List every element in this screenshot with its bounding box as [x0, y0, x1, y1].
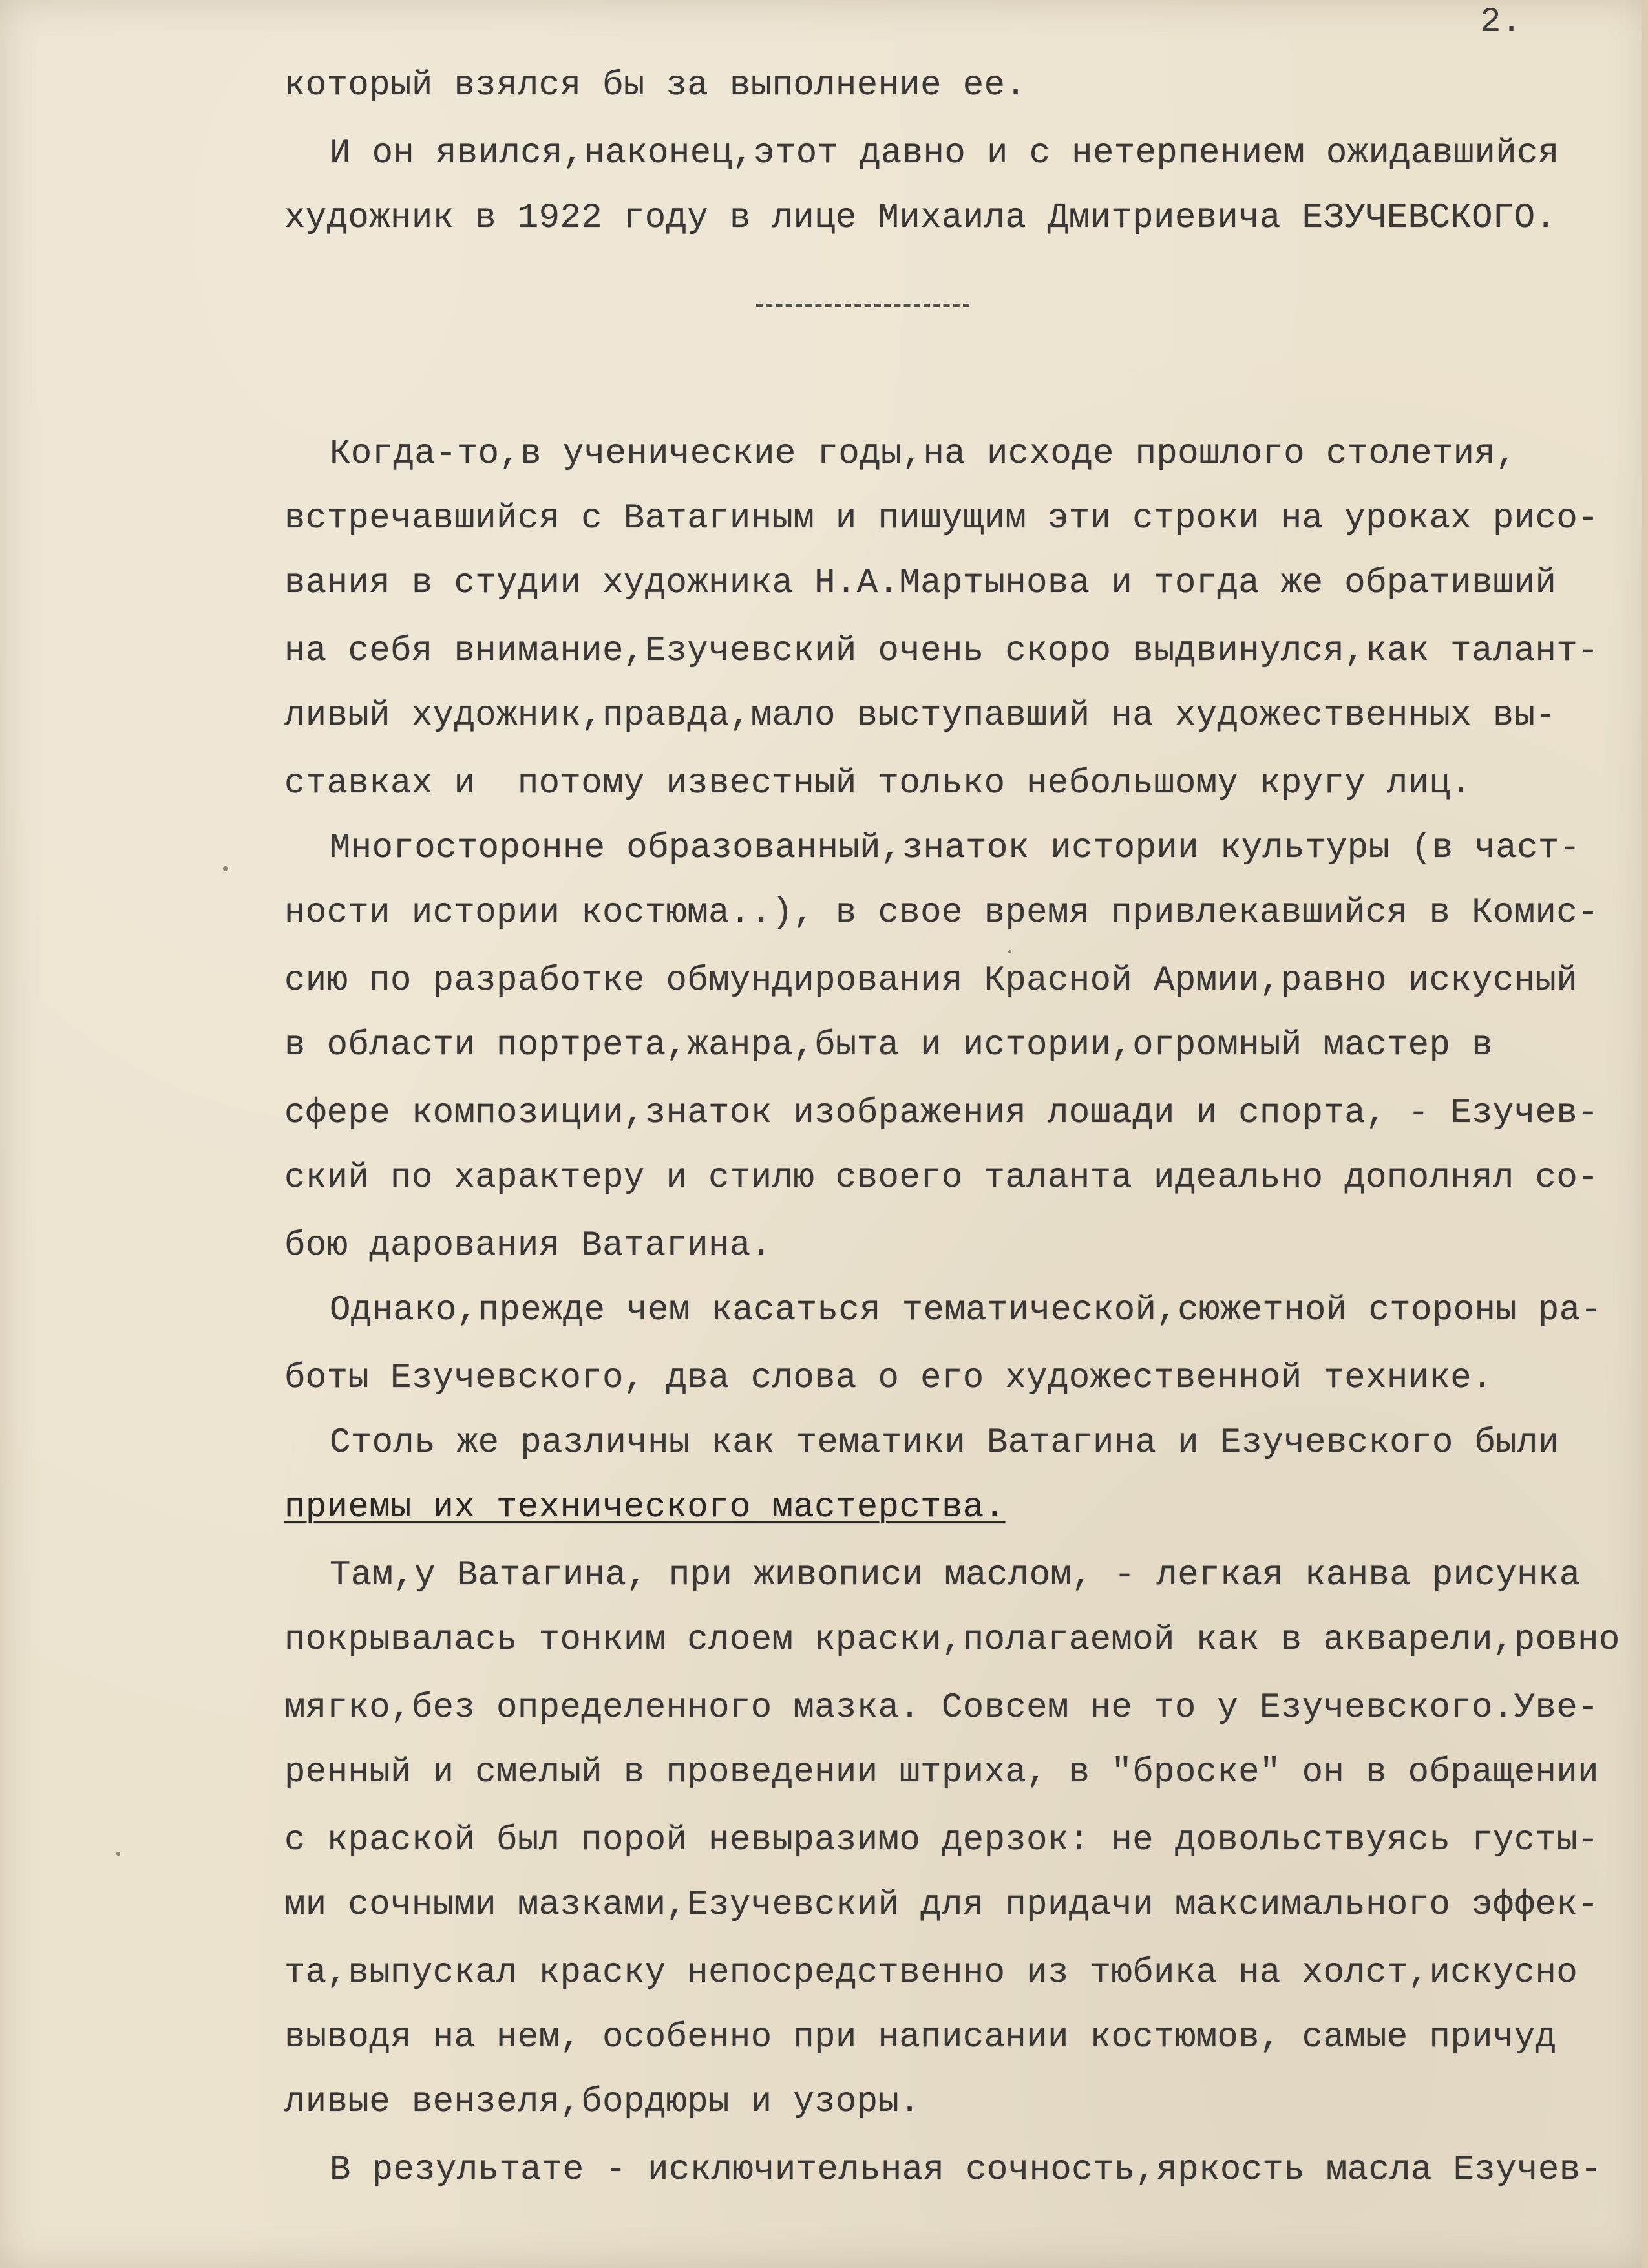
text-line: художник в 1922 году в лице Михаила Дмитриевича ЕЗУЧЕВСКОГО. [284, 198, 1557, 238]
text-line: вания в студии художника Н.А.Мартынова и тогда же обративший [284, 564, 1557, 603]
text-line: встречавшийся с Ватагиным и пишущим эти строки на уроках рисо- [284, 499, 1599, 538]
text-line: та,выпускал краску непосредственно из тюбика на холст,искусно [284, 1953, 1578, 1993]
page-number: 2. [1480, 3, 1522, 42]
text-line: сфере композиции,знаток изображения лошади и спорта, - Езучев- [284, 1094, 1599, 1133]
underlined-text-line: приемы их технического мастерства. [284, 1488, 1006, 1527]
text-line: Однако,прежде чем касаться тематической,сюжетной стороны ра- [330, 1291, 1602, 1330]
text-line: ский по характеру и стилю своего таланта идеально дополнял со- [284, 1158, 1599, 1198]
text-line: в области портрета,жанра,быта и истории,огромный мастер в [284, 1026, 1493, 1065]
text-line: ности истории костюма..), в свое время привлекавшийся в Комис- [284, 893, 1599, 933]
paper-speck [116, 1852, 120, 1856]
text-line: ми сочными мазками,Езучевский для придачи максимального эффек- [284, 1885, 1599, 1925]
paper-speck [223, 866, 228, 871]
text-line: ливые вензеля,бордюры и узоры. [284, 2083, 921, 2122]
text-line: В результате - исключительная сочность,яркость масла Езучев- [330, 2150, 1602, 2190]
text-line: бою дарования Ватагина. [284, 1226, 772, 1266]
text-line: сию по разработке обмундирования Красной Армии,равно искусный [284, 961, 1578, 1001]
text-line: Многосторонне образованный,знаток истории культуры (в част- [330, 829, 1581, 868]
text-line: Там,у Ватагина, при живописи маслом, - легкая канва рисунка [330, 1556, 1581, 1595]
text-line: выводя на нем, особенно при написании костюмов, самые причуд [284, 2018, 1557, 2057]
text-line: боты Езучевского, два слова о его художественной технике. [284, 1359, 1493, 1398]
text-line: ливый художник,правда,мало выступавший на художественных вы- [284, 696, 1557, 736]
page-edge [1642, 0, 1648, 2268]
text-line: который взялся бы за выполнение ее. [284, 66, 1027, 105]
text-line: мягко,без определенного мазка. Совсем не то у Езучевского.Уве- [284, 1688, 1599, 1728]
text-line: ренный и смелый в проведении штриха, в "броске" он в обращении [284, 1753, 1599, 1792]
text-line: И он явился,наконец,этот давно и с нетерпением ожидавшийся [330, 134, 1559, 173]
text-line: на себя внимание,Езучевский очень скоро выдвинулся,как талант- [284, 631, 1599, 671]
text-line: покрывалась тонким слоем краски,полагаемой как в акварели,ровно [284, 1620, 1620, 1660]
text-line: Столь же различны как тематики Ватагина и Езучевского были [330, 1423, 1559, 1463]
text-line: ставках и потому известный только небольшому кругу лиц. [284, 764, 1472, 803]
section-separator [756, 304, 969, 307]
paper-speck [1008, 950, 1011, 953]
text-line: с краской был порой невыразимо дерзок: не довольствуясь густы- [284, 1821, 1599, 1860]
text-line: Когда-то,в ученические годы,на исходе прошлого столетия, [330, 434, 1517, 474]
